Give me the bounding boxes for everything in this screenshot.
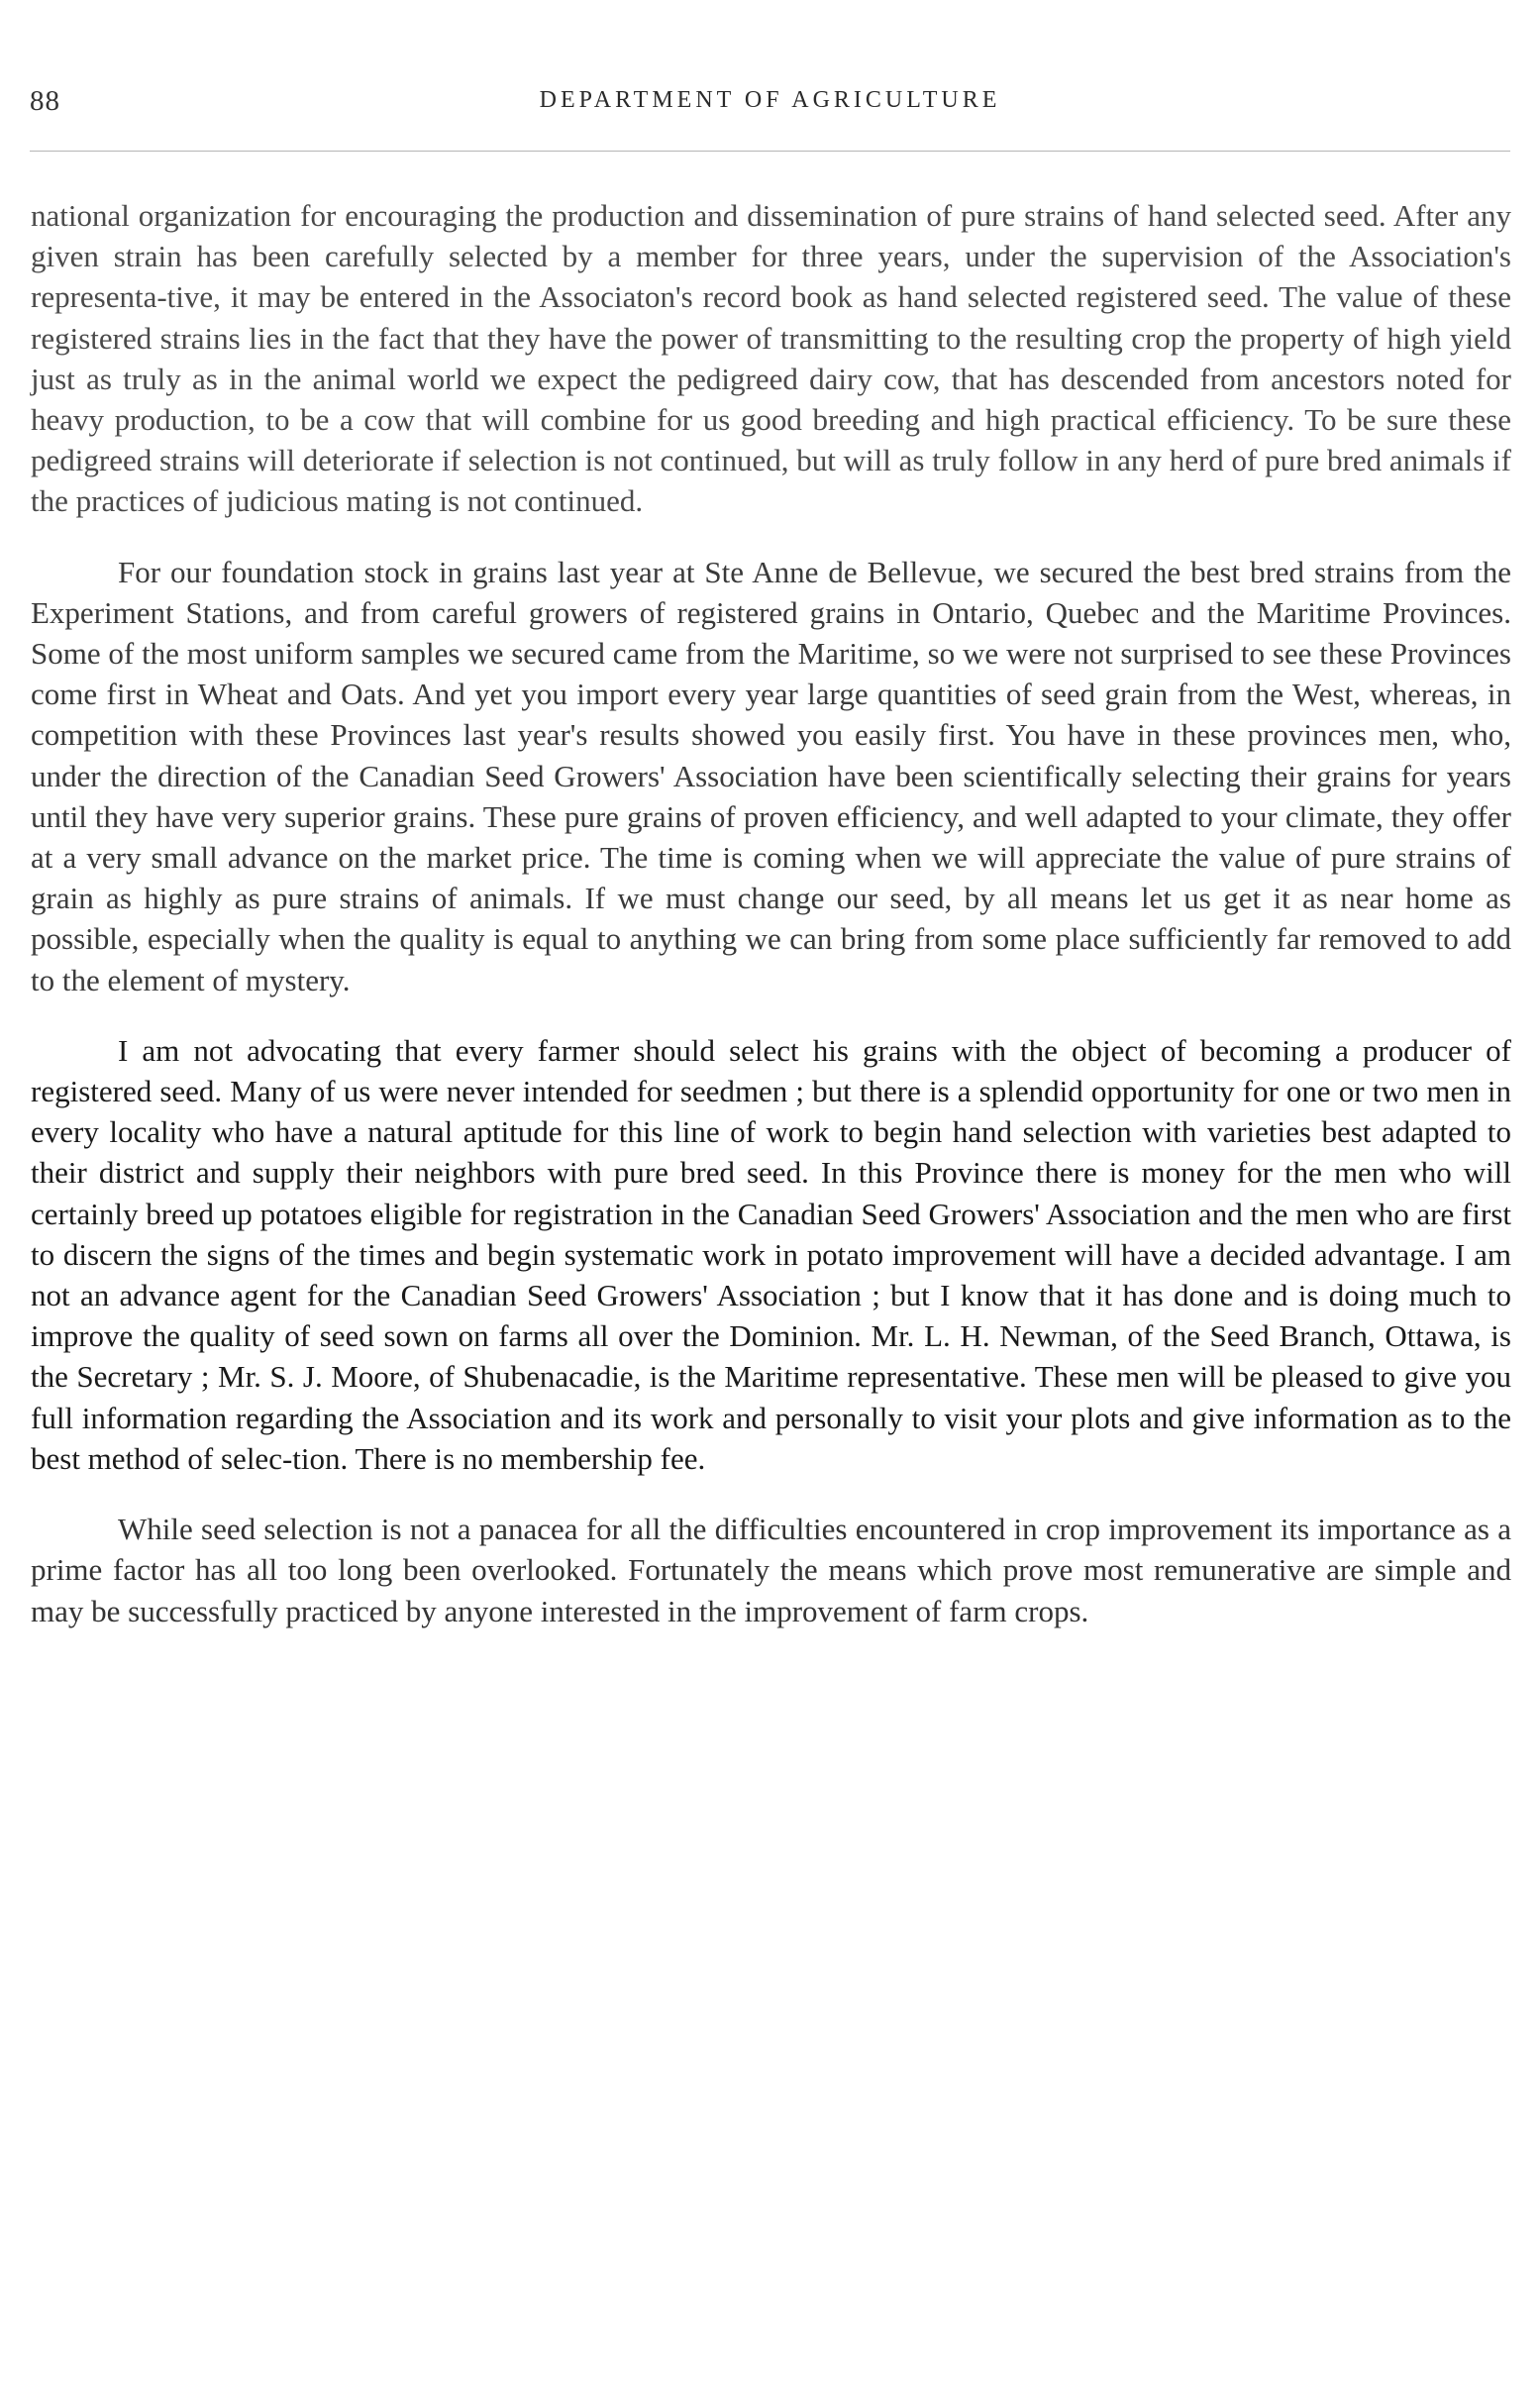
page-header — [30, 85, 1510, 125]
running-head: DEPARTMENT OF AGRICULTURE — [539, 87, 1001, 113]
paragraph-seed-selection: While seed selection is not a panacea for all the difficulties encountered in crop improvement its importance as a prime factor has all too long been overlooked. Fortunately the means which prove most remunerative are simple and may be successfully practiced by anyone interested in the improvement of farm crops. — [31, 1512, 1511, 1628]
paragraph-continued: national organization for encouraging the production and dissemination of pure strains of hand selected seed. After any given strain has been carefully selected by a member for three years, under the supervision of the Association's representa-tive, it may be entered in the Associaton's record book as hand selected registered seed. The value of these registered strains lies in the fact that they have the power of transmitting to the resulting crop the property of high yield just as truly as in the animal world we expect the pedigreed dairy cow, that has descended from ancestors noted for heavy production, to be a cow that will combine for us good breeding and high practical efficiency. To be sure these pedigreed strains will deteriorate if selection is not continued, but will as truly follow in any herd of pure bred animals if the practices of judicious mating is not continued. — [31, 198, 1511, 519]
page-number: 88 — [30, 85, 60, 117]
paragraph-foundation-stock: For our foundation stock in grains last year at Ste Anne de Bellevue, we secured the best bred strains from the Experiment Stations, and from careful growers of registered grains in Ontario, Quebec and the Maritime Provinces. Some of the most uniform samples we secured came from the Maritime, so we were not surprised to see these Provinces come first in Wheat and Oats. And yet you import every year large quantities of seed grain from the West, whereas, in competition with these Provinces last year's results showed you easily first. You have in these provinces men, who, under the direction of the Canadian Seed Growers' Association have been scientifically selecting their grains for years until they have very superior grains. These pure grains of proven efficiency, and well adapted to your climate, they offer at a very small advance on the market price. The time is coming when we will appreciate the value of pure strains of grain as highly as pure strains of animals. If we must change our seed, by all means let us get it as near home as possible, especially when the quality is equal to anything we can bring from some place sufficiently far removed to add to the element of mystery. — [31, 554, 1511, 997]
paragraph-not-advocating: I am not advocating that every farmer should select his grains with the object of becoming a producer of registered seed. Many of us were never intended for seedmen ; but there is a splendid opportunity for one or two men in every locality who have a natural aptitude for this line of work to begin hand selection with varieties best adapted to their district and supply their neighbors with pure bred seed. In this Province there is money for the men who will certainly breed up potatoes eligible for registration in the Canadian Seed Growers' Association and the men who are first to discern the signs of the times and begin systematic work in potato improvement will have a decided advantage. I am not an advance agent for the Canadian Seed Growers' Association ; but I know that it has done and is doing much to improve the quality of seed sown on farms all over the Dominion. Mr. L. H. Newman, of the Seed Branch, Ottawa, is the Secretary ; Mr. S. J. Moore, of Shubenacadie, is the Maritime representative. These men will be pleased to give you full information regarding the Association and its work and personally to visit your plots and give information as to the best method of selec-tion. There is no membership fee. — [31, 1032, 1511, 1476]
header-rule — [30, 151, 1510, 152]
body-text — [31, 195, 1511, 1631]
